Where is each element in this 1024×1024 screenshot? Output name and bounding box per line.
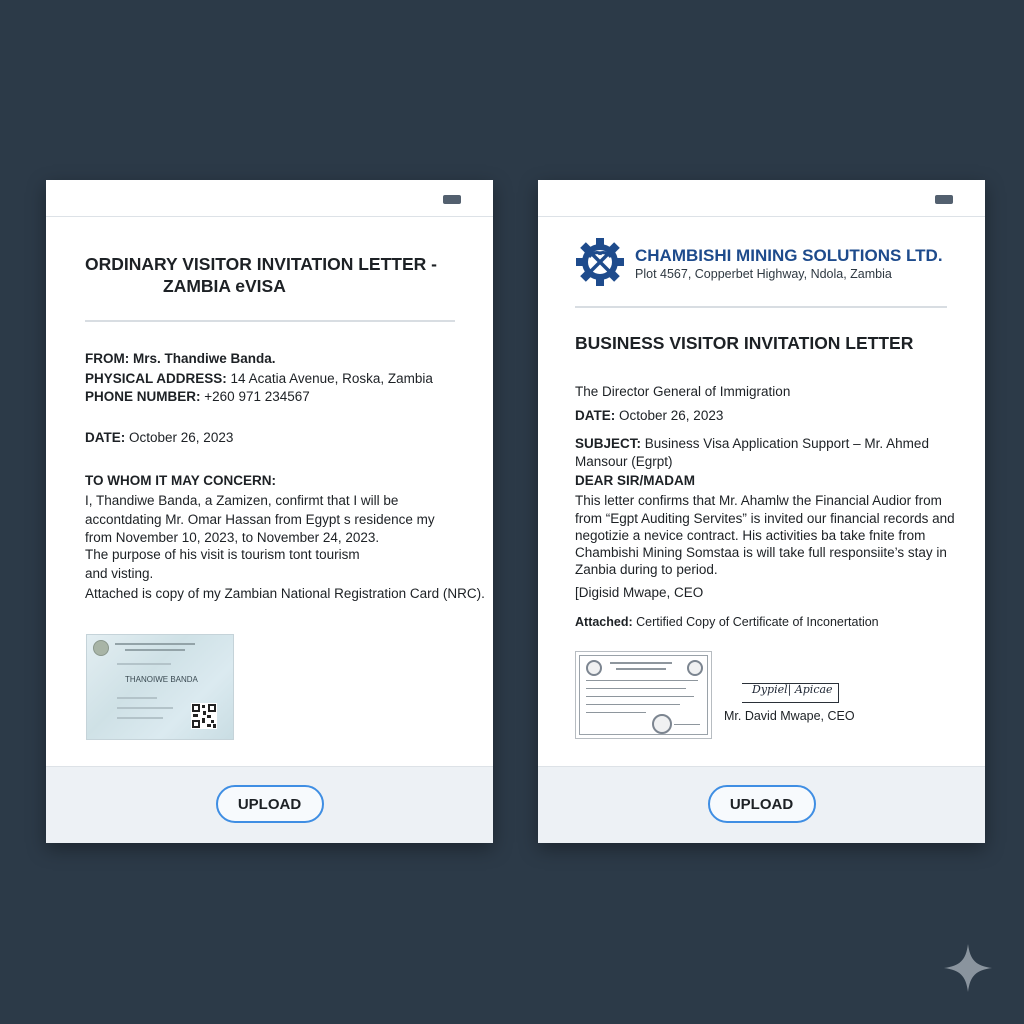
date-line <box>85 429 233 446</box>
body-line: and visting. <box>85 566 154 581</box>
salutation: DEAR SIR/MADAM <box>575 473 695 488</box>
minimize-icon[interactable] <box>443 195 461 204</box>
letter-title-line2: ZAMBIA eVISA <box>163 276 286 296</box>
divider <box>575 306 947 308</box>
emblem-icon <box>586 660 602 676</box>
phone-line <box>85 388 310 405</box>
subject-value-cont: Mansour (Egrpt) <box>575 454 673 469</box>
nrc-holder-name: THANOIWE BANDA <box>125 675 198 684</box>
date-value: October 26, 2023 <box>129 430 234 445</box>
signoff: [Digisid Mwape, CEO <box>575 585 704 600</box>
nrc-card-image <box>86 634 234 740</box>
body-line: negotizie a nevice contract. His activities ba take fnite from <box>575 528 926 543</box>
date-label: DATE: <box>85 430 126 445</box>
body-line: accontdating Mr. Omar Hassan from Egypt s residence my <box>85 512 435 527</box>
body-line: Chambishi Mining Somstaa is will take full responsiite’s stay in <box>575 545 947 560</box>
attached-value: Certified Copy of Certificate of Inconertation <box>636 615 879 629</box>
signer-name: Mr. David Mwape, CEO <box>724 709 855 723</box>
from-line <box>85 350 276 367</box>
body-line: I, Thandiwe Banda, a Zamizen, confirmt that I will be <box>85 493 399 508</box>
company-name: CHAMBISHI MINING SOLUTIONS LTD. <box>635 246 943 265</box>
recipient: The Director General of Immigration <box>575 384 791 399</box>
card-title-bar <box>46 180 493 217</box>
body-line: from “Egpt Auditing Servites” is invited our financial records and <box>575 511 955 526</box>
upload-button[interactable]: UPLOAD <box>216 785 324 823</box>
gear-pickaxe-logo <box>576 238 624 286</box>
body-line: The purpose of his visit is tourism tont tourism <box>85 547 360 562</box>
divider <box>85 320 455 322</box>
signature: Dypiel| Apicae <box>752 683 833 696</box>
attached-line <box>575 614 879 631</box>
date-value: October 26, 2023 <box>619 408 724 423</box>
qr-code-icon <box>191 703 217 729</box>
subject-line <box>575 435 929 452</box>
card-footer <box>46 766 493 843</box>
emblem-icon <box>687 660 703 676</box>
business-visitor-letter-card <box>538 180 985 843</box>
card-title-bar <box>538 180 985 217</box>
minimize-icon[interactable] <box>935 195 953 204</box>
from-label: FROM: <box>85 351 130 366</box>
phone-label: PHONE NUMBER: <box>85 389 201 404</box>
body-line: Zanbia during to period. <box>575 562 718 577</box>
body-line: Attached is copy of my Zambian National Registration Card (NRC). <box>85 586 485 601</box>
attached-label: Attached: <box>575 615 633 629</box>
seal-icon <box>652 714 672 734</box>
date-line <box>575 407 723 424</box>
card-footer <box>538 766 985 843</box>
letter-title: BUSINESS VISITOR INVITATION LETTER <box>575 333 914 353</box>
salutation: TO WHOM IT MAY CONCERN: <box>85 473 277 488</box>
upload-button[interactable]: UPLOAD <box>708 785 816 823</box>
address-value: 14 Acatia Avenue, Roska, Zambia <box>230 371 433 386</box>
date-label: DATE: <box>575 408 616 423</box>
subject-value: Business Visa Application Support – Mr. Ahmed <box>644 436 929 451</box>
company-address: Plot 4567, Copperbet Highway, Ndola, Zambia <box>635 267 892 281</box>
letter-title-line1: ORDINARY VISITOR INVITATION LETTER - <box>85 254 437 274</box>
body-line: This letter confirms that Mr. Ahamlw the Financial Audior from <box>575 493 942 508</box>
coat-of-arms-icon <box>93 640 109 656</box>
ordinary-visitor-letter-card <box>46 180 493 843</box>
body-line: from November 10, 2023, to November 24, 2023. <box>85 530 380 545</box>
from-value: Mrs. Thandiwe Banda. <box>133 351 276 366</box>
certificate-image <box>575 651 712 739</box>
subject-label: SUBJECT: <box>575 436 642 451</box>
address-line <box>85 370 433 387</box>
address-label: PHYSICAL ADDRESS: <box>85 371 227 386</box>
sparkle-icon <box>940 940 996 996</box>
phone-value: +260 971 234567 <box>204 389 310 404</box>
